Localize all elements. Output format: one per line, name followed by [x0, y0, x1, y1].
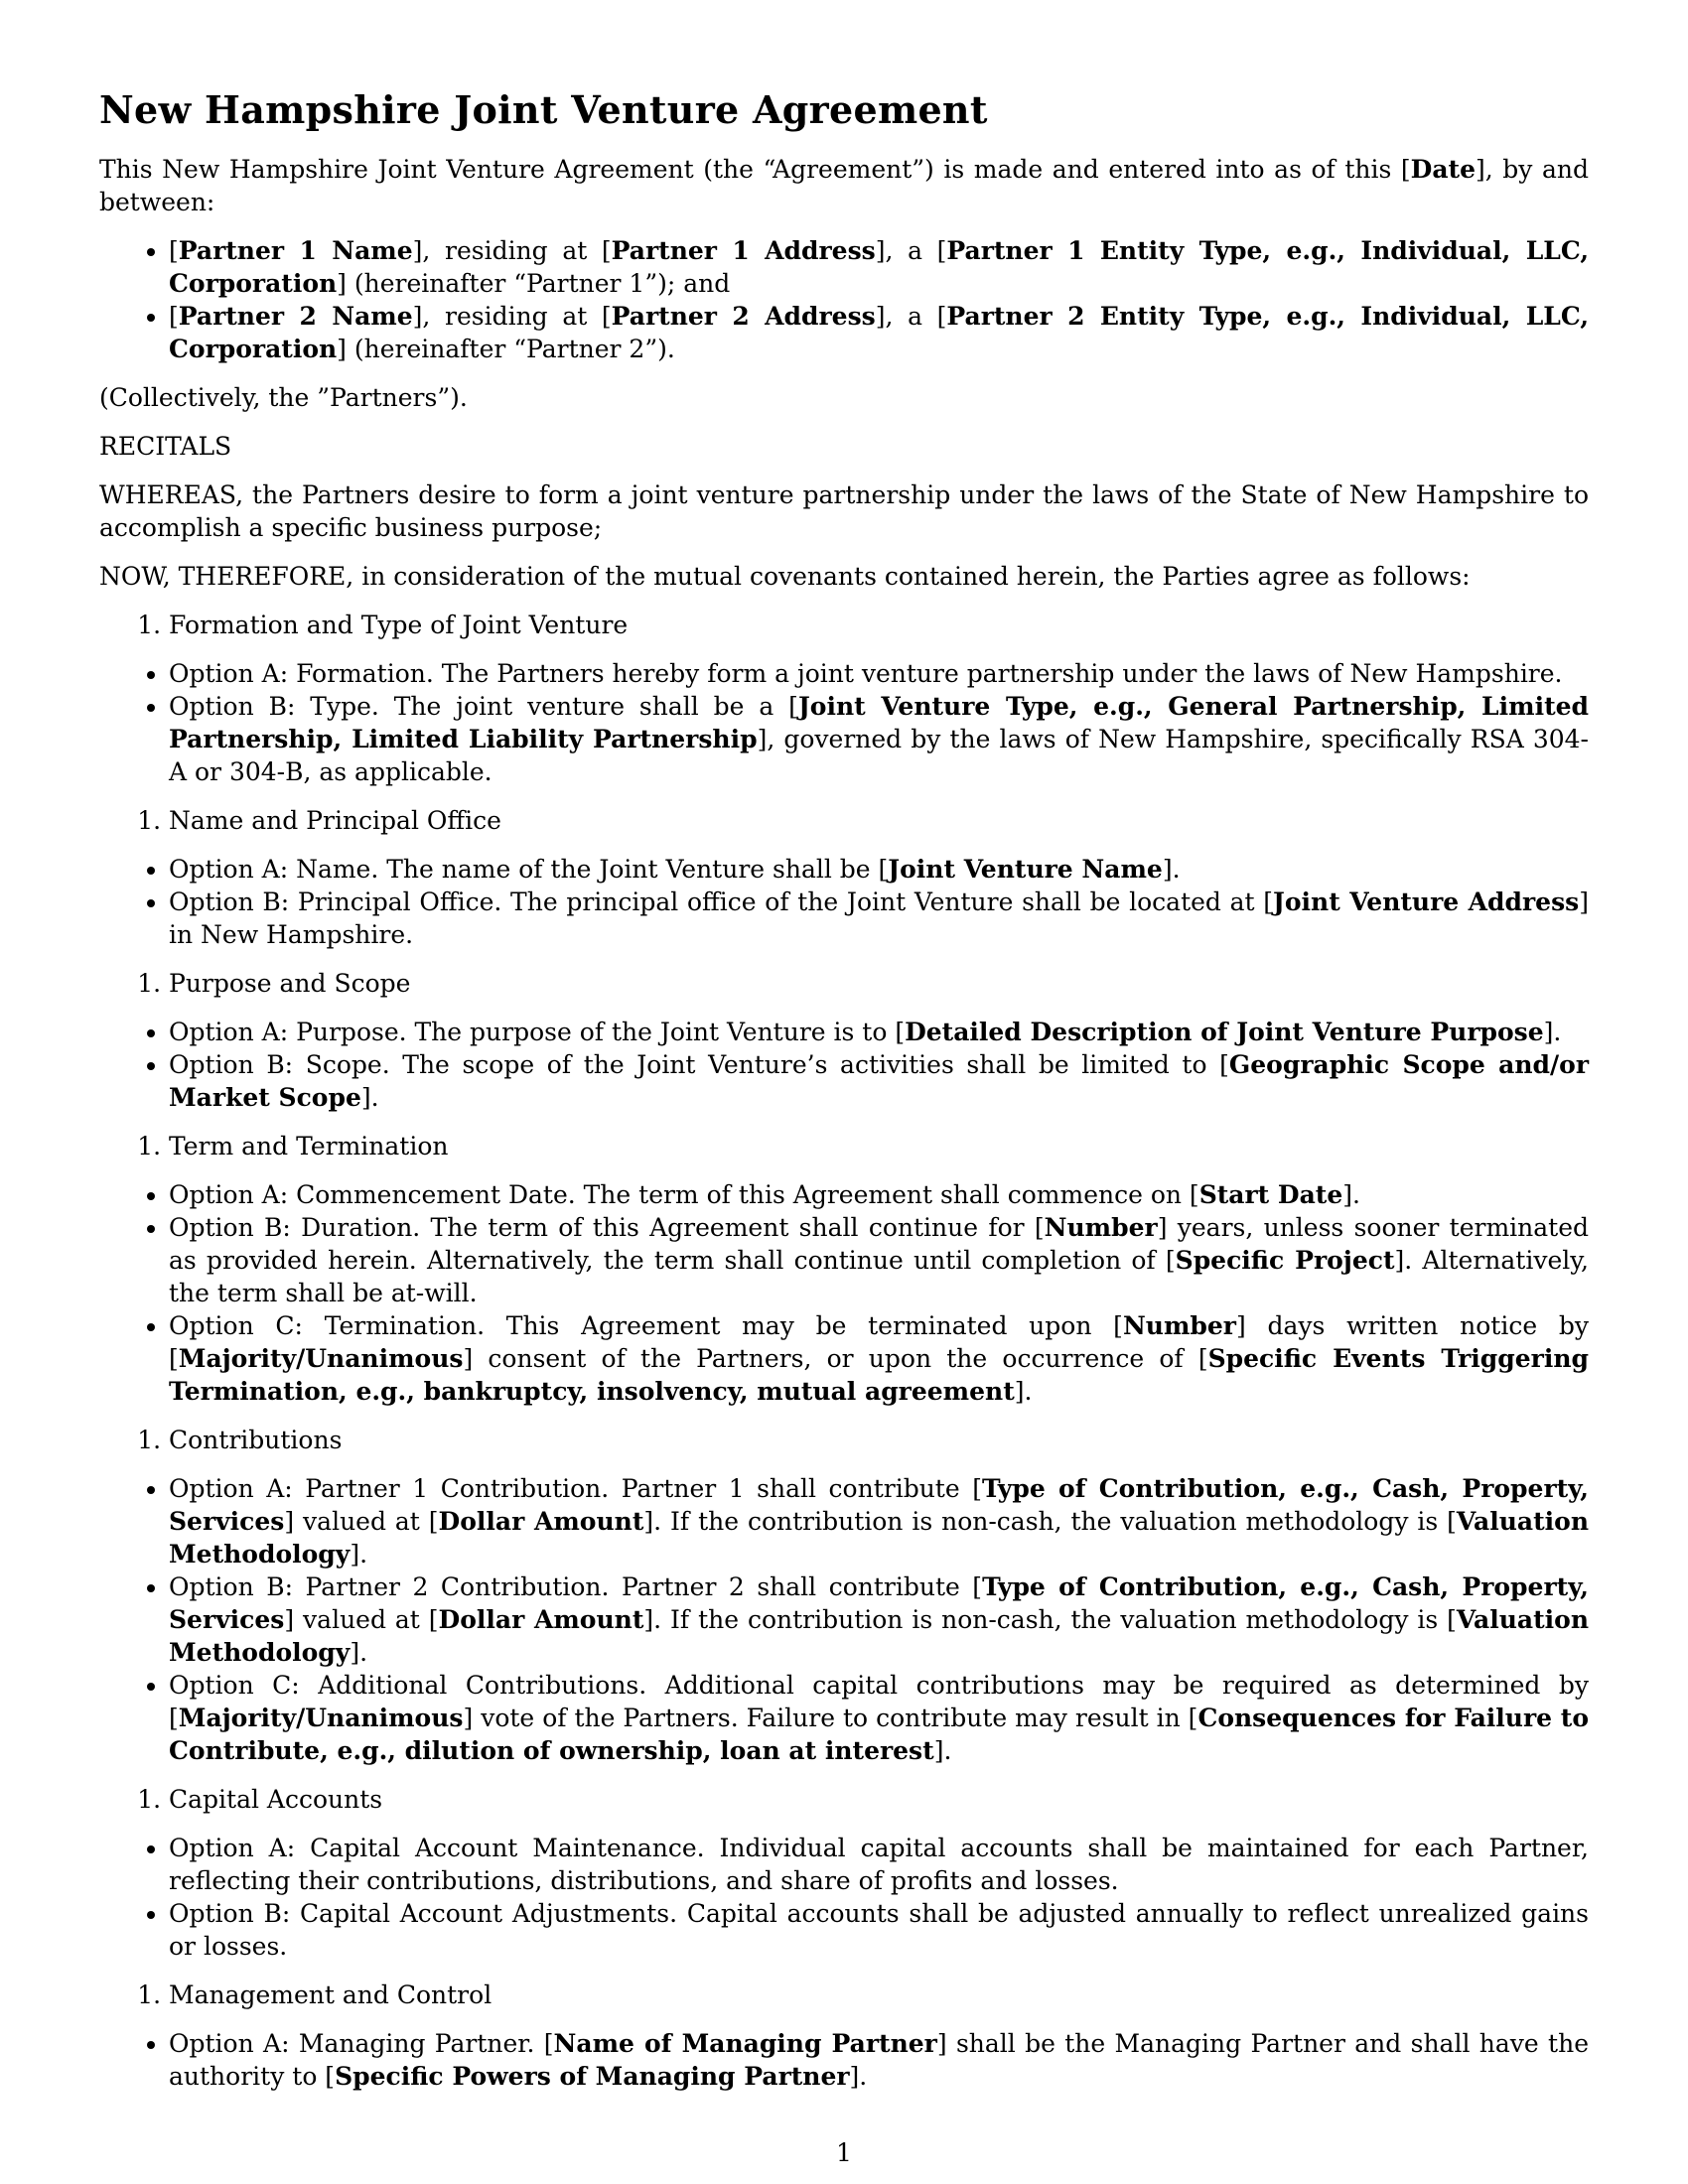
- text-run: ], residing at [: [412, 236, 612, 265]
- section-options: [99, 1016, 1589, 1114]
- section-heading: 1. Management and Control: [169, 1979, 1589, 2011]
- option-item: [169, 886, 1589, 951]
- partner-name-placeholder: Partner 1 Name: [178, 236, 413, 265]
- section-options: [99, 2027, 1589, 2093]
- text-run: [: [169, 302, 179, 331]
- date-placeholder: Date: [1410, 155, 1476, 184]
- text-run: Option A: Formation. The Partners hereby form a joint venture partnership under the laws of New Hampshire.: [169, 659, 1563, 688]
- recitals-heading: RECITALS: [99, 432, 232, 461]
- text-run: ], a [: [875, 302, 947, 331]
- partner-name-placeholder: Partner 2 Name: [178, 302, 413, 331]
- text-run: ].: [1342, 1180, 1360, 1209]
- placeholder: Name of Managing Partner: [553, 2029, 937, 2058]
- option-item: [169, 690, 1589, 788]
- option-item: [169, 1016, 1589, 1048]
- text-run: ].: [350, 1638, 368, 1667]
- text-run: ]. Alternatively, the term shall be at-will.: [169, 1246, 1589, 1307]
- placeholder: Majority/Unanimous: [178, 1344, 464, 1373]
- text-run: ] (hereinafter “Partner 2”).: [337, 335, 675, 363]
- text-run: ]. If the contribution is non-cash, the valuation methodology is [: [643, 1605, 1457, 1634]
- section-heading-list: [99, 1424, 1589, 1456]
- partner-address-placeholder: Partner 2 Address: [611, 302, 876, 331]
- whereas-paragraph: WHEREAS, the Partners desire to form a joint venture partnership under the laws of the State of New Hampshire to accomplish a specific business purpose;: [99, 480, 1589, 542]
- text-run: ] in New Hampshire.: [169, 887, 1589, 949]
- option-item: [169, 1897, 1589, 1963]
- page-number: 1: [836, 2138, 852, 2167]
- intro-text: ], by and between:: [99, 155, 1589, 216]
- placeholder: Specific Powers of Managing Partner: [335, 2062, 850, 2091]
- placeholder: Joint Venture Name: [888, 855, 1163, 884]
- section-heading-list: [99, 1979, 1589, 2011]
- text-run: Option A: Managing Partner. [: [169, 2029, 554, 2058]
- text-run: ], residing at [: [412, 302, 612, 331]
- placeholder: Dollar Amount: [438, 1605, 644, 1634]
- placeholder: Joint Venture Address: [1273, 887, 1580, 916]
- option-item: [169, 853, 1589, 886]
- option-item: [169, 1178, 1589, 1211]
- section-heading: 1. Capital Accounts: [169, 1783, 1589, 1816]
- now-therefore-paragraph: NOW, THEREFORE, in consideration of the mutual covenants contained herein, the Parties agree as follows:: [99, 562, 1471, 591]
- text-run: Option A: Capital Account Maintenance. Individual capital accounts shall be maintained for each Partner, reflecting their contributions, distributions, and share of profits and losses.: [169, 1834, 1589, 1895]
- option-item: [169, 1570, 1589, 1669]
- partner-entity-placeholder: Partner 2 Entity Type, e.g., Individual, LLC, Corporation: [169, 302, 1590, 363]
- text-run: ] consent of the Partners, or upon the occurrence of [: [463, 1344, 1208, 1373]
- section-options: [99, 657, 1589, 788]
- text-run: Option B: Principal Office. The principal office of the Joint Venture shall be located at [: [169, 887, 1274, 916]
- placeholder: Type of Contribution, e.g., Cash, Property, Services: [169, 1474, 1590, 1536]
- option-item: [169, 657, 1589, 690]
- option-item: [169, 1472, 1589, 1570]
- text-run: ], governed by the laws of New Hampshire, specifically RSA 304-A or 304-B, as applicable.: [169, 725, 1589, 786]
- partners-list: [99, 234, 1589, 365]
- section-options: [99, 853, 1589, 951]
- text-run: ].: [1014, 1377, 1033, 1406]
- option-item: [169, 2027, 1589, 2093]
- section-heading: 1. Formation and Type of Joint Venture: [169, 609, 1589, 641]
- section-heading: 1. Contributions: [169, 1424, 1589, 1456]
- placeholder: Start Date: [1198, 1180, 1343, 1209]
- text-run: Option B: Duration. The term of this Agreement shall continue for [: [169, 1213, 1045, 1242]
- text-run: ] (hereinafter “Partner 1”); and: [337, 269, 731, 298]
- option-item: [169, 1309, 1589, 1408]
- text-run: ].: [1162, 855, 1181, 884]
- partner-entity-placeholder: Partner 1 Entity Type, e.g., Individual, LLC, Corporation: [169, 236, 1590, 298]
- text-run: ] valued at [: [284, 1507, 439, 1536]
- option-item: [169, 1211, 1589, 1309]
- text-run: ].: [360, 1083, 379, 1112]
- partner-item: [169, 300, 1589, 365]
- text-run: Option B: Partner 2 Contribution. Partner 2 shall contribute [: [169, 1572, 983, 1601]
- partner-item: [169, 234, 1589, 300]
- placeholder: Detailed Description of Joint Venture Purpose: [905, 1018, 1544, 1046]
- option-item: [169, 1669, 1589, 1767]
- placeholder: Number: [1044, 1213, 1158, 1242]
- option-item: [169, 1048, 1589, 1114]
- section-heading-list: [99, 804, 1589, 837]
- text-run: Option C: Termination. This Agreement may be terminated upon [: [169, 1311, 1123, 1340]
- placeholder: Joint Venture Type, e.g., General Partnership, Limited Partnership, Limited Liability Partnership: [169, 692, 1590, 753]
- text-run: ].: [350, 1540, 368, 1569]
- section-heading-list: [99, 1130, 1589, 1162]
- placeholder: Specific Project: [1175, 1246, 1395, 1275]
- text-run: ] valued at [: [284, 1605, 439, 1634]
- section-heading: 1. Term and Termination: [169, 1130, 1589, 1162]
- placeholder: Dollar Amount: [438, 1507, 644, 1536]
- text-run: Option C: Additional Contributions. Additional capital contributions may be required as determined by [: [169, 1671, 1589, 1732]
- text-run: ].: [933, 1736, 952, 1765]
- option-item: [169, 1832, 1589, 1897]
- text-run: ].: [1543, 1018, 1562, 1046]
- section-heading-list: [99, 609, 1589, 641]
- text-run: Option A: Commencement Date. The term of this Agreement shall commence on [: [169, 1180, 1199, 1209]
- text-run: Option B: Scope. The scope of the Joint Venture’s activities shall be limited to [: [169, 1050, 1229, 1079]
- text-run: ]. If the contribution is non-cash, the valuation methodology is [: [643, 1507, 1457, 1536]
- intro-text: This New Hampshire Joint Venture Agreement (the “Agreement”) is made and entered into as of this [: [99, 155, 1411, 184]
- intro-paragraph: [99, 153, 1589, 218]
- text-run: ] vote of the Partners. Failure to contribute may result in [: [463, 1704, 1198, 1732]
- placeholder: Type of Contribution, e.g., Cash, Property, Services: [169, 1572, 1589, 1634]
- placeholder: Geographic Scope and/or Market Scope: [169, 1050, 1589, 1112]
- placeholder: Consequences for Failure to Contribute, e.g., dilution of ownership, loan at interest: [169, 1704, 1589, 1765]
- text-run: [: [169, 236, 179, 265]
- section-heading-list: [99, 1783, 1589, 1816]
- text-run: Option A: Partner 1 Contribution. Partner 1 shall contribute [: [169, 1474, 982, 1503]
- section-heading: 1. Purpose and Scope: [169, 967, 1589, 1000]
- text-run: Option A: Purpose. The purpose of the Joint Venture is to [: [169, 1018, 906, 1046]
- document-body: [99, 87, 1589, 2109]
- section-options: [99, 1832, 1589, 1963]
- section-heading: 1. Name and Principal Office: [169, 804, 1589, 837]
- text-run: ].: [849, 2062, 868, 2091]
- text-run: ], a [: [875, 236, 947, 265]
- document-title: New Hampshire Joint Venture Agreement: [99, 87, 988, 132]
- section-options: [99, 1472, 1589, 1767]
- text-run: ] years, unless sooner terminated as provided herein. Alternatively, the term shall continue until completion of [: [169, 1213, 1589, 1275]
- placeholder: Number: [1122, 1311, 1236, 1340]
- text-run: Option B: Capital Account Adjustments. Capital accounts shall be adjusted annually to reflect unrealized gains or losses.: [169, 1899, 1589, 1961]
- placeholder: Valuation Methodology: [169, 1507, 1589, 1569]
- section-options: [99, 1178, 1589, 1408]
- text-run: Option B: Type. The joint venture shall be a [: [169, 692, 798, 721]
- placeholder: Valuation Methodology: [169, 1605, 1589, 1667]
- placeholder: Specific Events Triggering Termination, e.g., bankruptcy, insolvency, mutual agreement: [169, 1344, 1589, 1406]
- text-run: ] shall be the Managing Partner and shall have the authority to [: [169, 2029, 1589, 2091]
- placeholder: Majority/Unanimous: [178, 1704, 464, 1732]
- collectively-paragraph: (Collectively, the ”Partners”).: [99, 383, 468, 412]
- text-run: Option A: Name. The name of the Joint Venture shall be [: [169, 855, 889, 884]
- partner-address-placeholder: Partner 1 Address: [611, 236, 876, 265]
- section-heading-list: [99, 967, 1589, 1000]
- text-run: ] days written notice by [: [169, 1311, 1589, 1373]
